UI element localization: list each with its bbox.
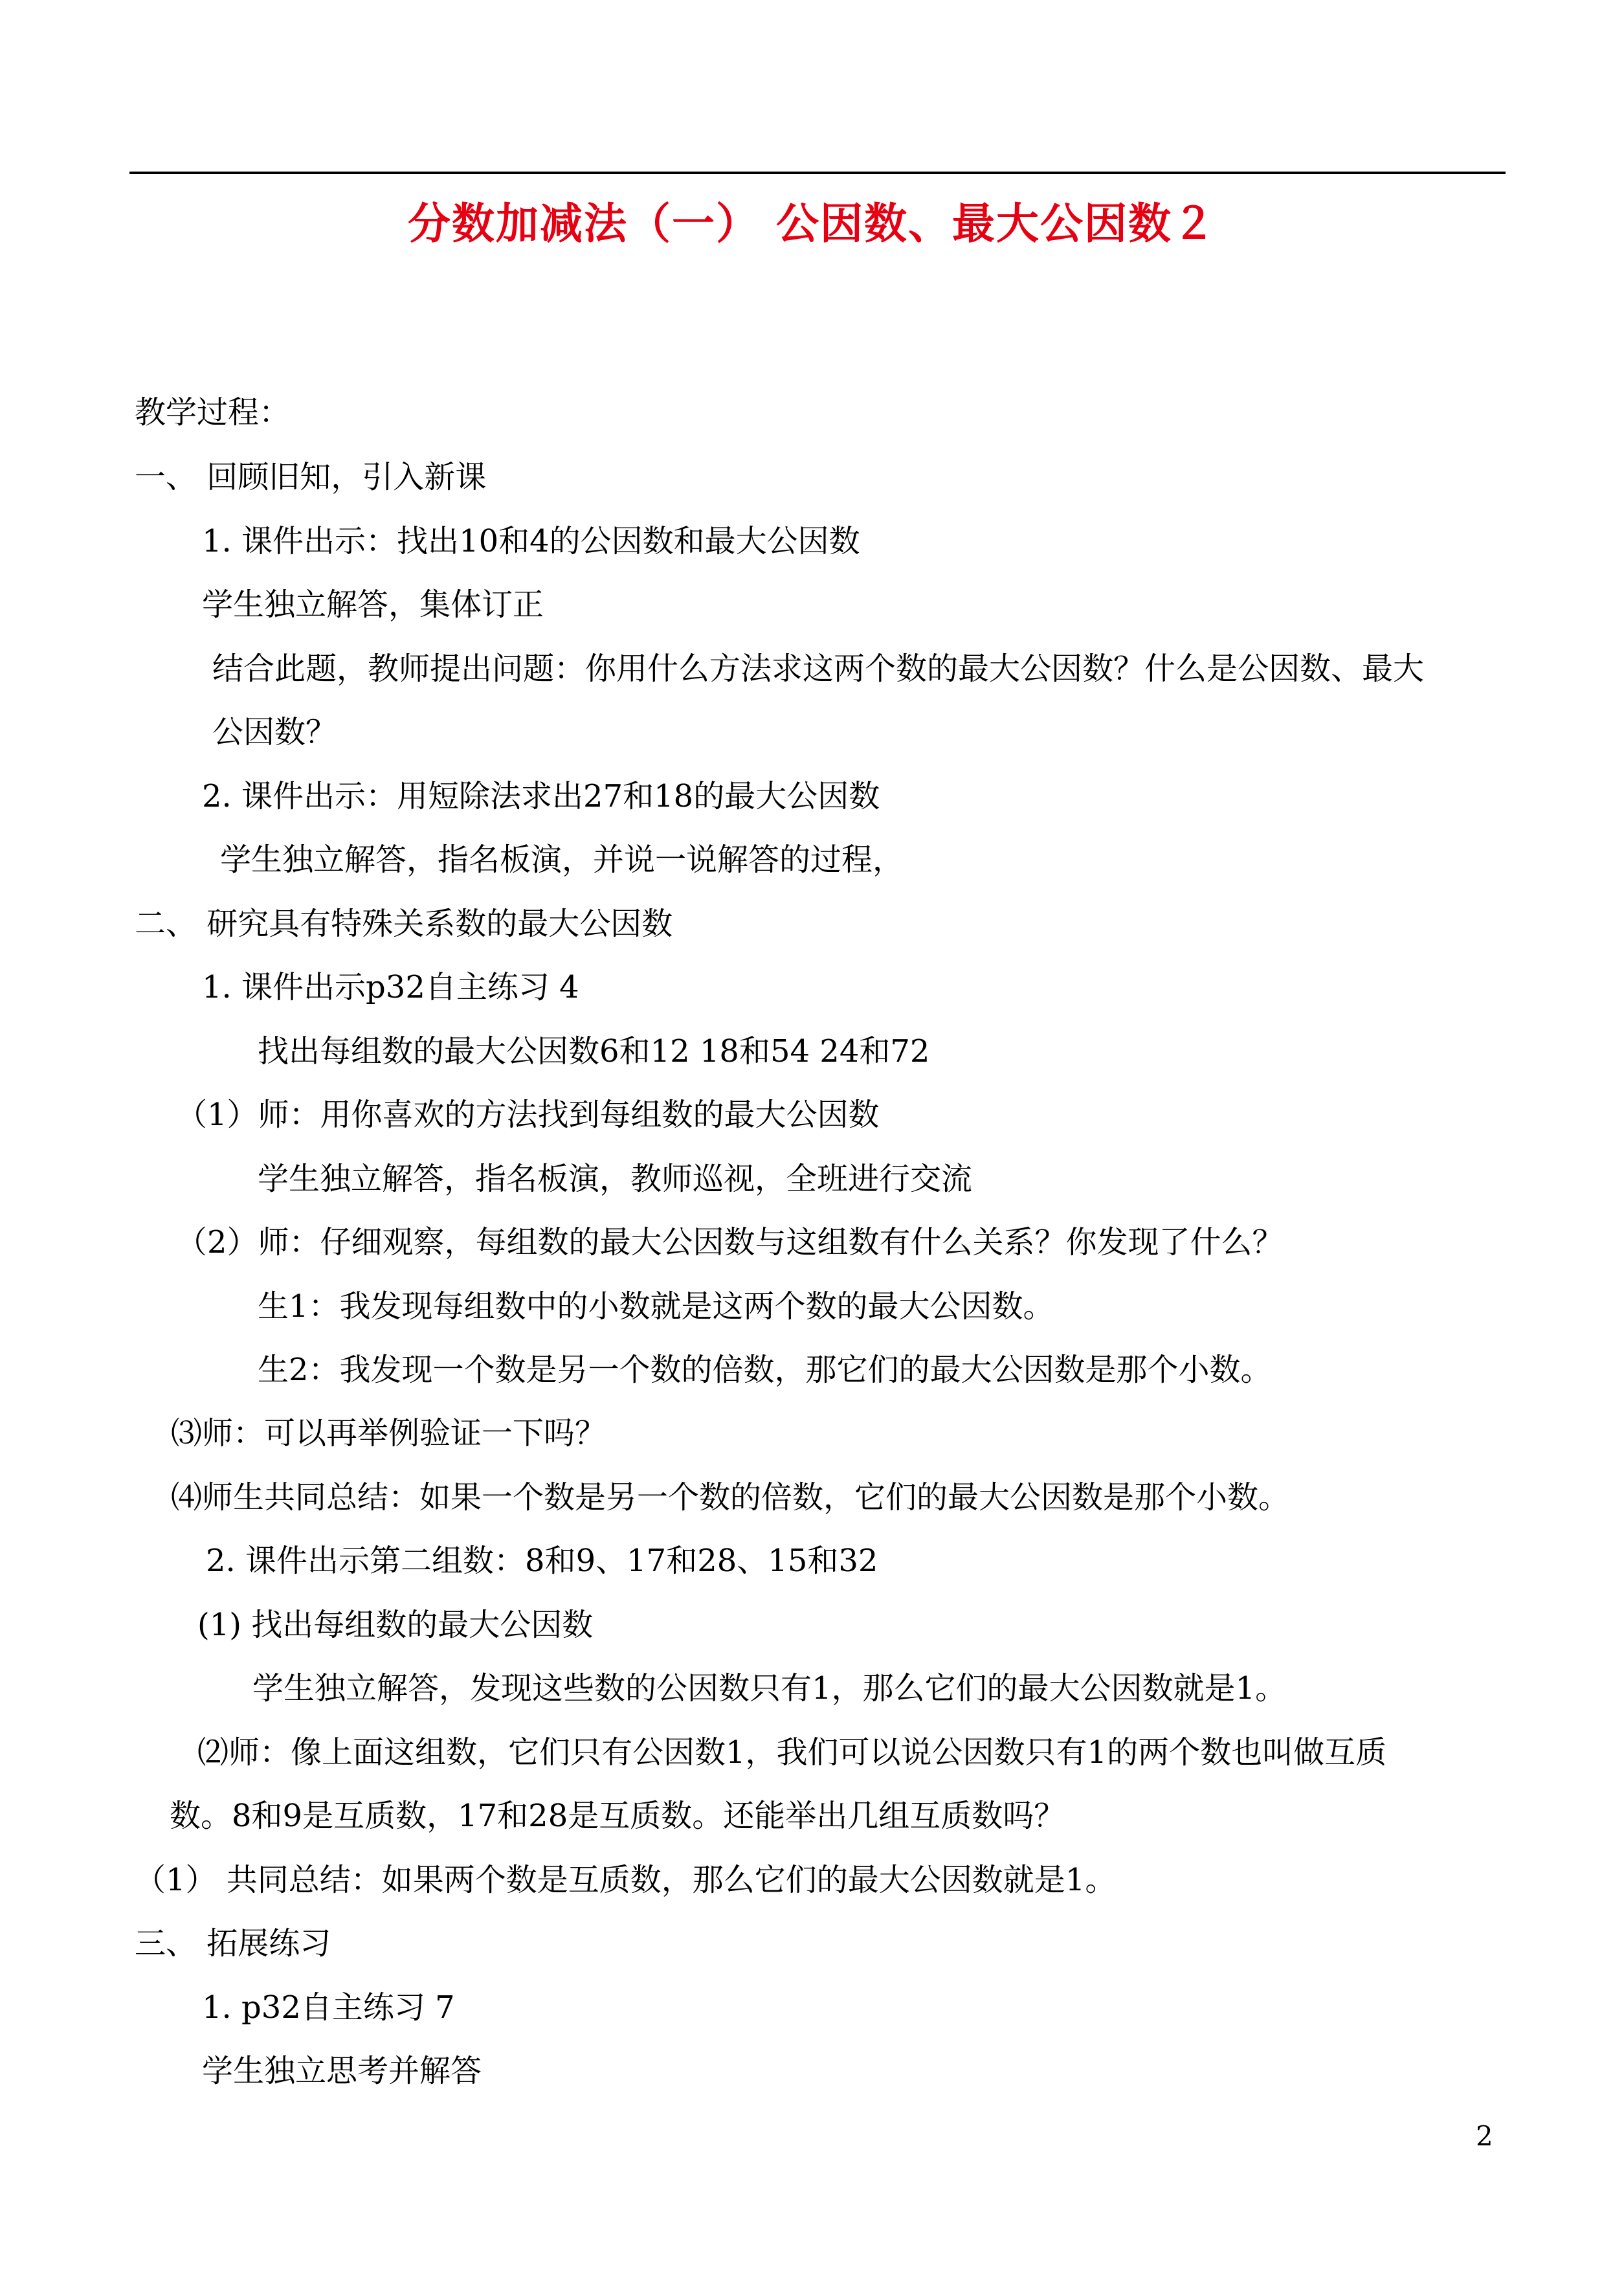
text-line: 生2：我发现一个数是另一个数的倍数，那它们的最大公因数是那个小数。 [258,1352,1272,1388]
text-line: （2）师：仔细观察，每组数的最大公因数与这组数有什么关系？你发现了什么？ [176,1224,1284,1260]
text-line: 学生独立解答，指名板演，教师巡视，全班进行交流 [258,1161,973,1197]
text-line: （1） 共同总结：如果两个数是互质数，那么它们的最大公因数就是1。 [135,1862,1117,1898]
text-line: 学生独立解答，指名板演，并说一说解答的过程， [220,842,904,878]
text-line: 结合此题，教师提出问题：你用什么方法求这两个数的最大公因数？什么是公因数、最大 [212,651,1425,687]
page-title: 分数加减法（一） 公因数、最大公因数２ [408,198,1216,249]
section-heading: 二、 研究具有特殊关系数的最大公因数 [135,906,673,942]
text-line: 1. p32自主练习 7 [202,1989,455,2026]
text-line: ⑵师：像上面这组数，它们只有公因数1，我们可以说公因数只有1的两个数也叫做互质 [197,1734,1387,1771]
text-line: 学生独立解答，集体订正 [202,587,544,623]
text-line: ⑶师：可以再举例验证一下吗？ [171,1415,606,1451]
text-line: ⑷师生共同总结：如果一个数是另一个数的倍数，它们的最大公因数是那个小数。 [171,1479,1290,1516]
text-line: 学生独立解答，发现这些数的公因数只有1，那么它们的最大公因数就是1。 [252,1670,1287,1706]
text-line: 学生独立思考并解答 [202,2053,482,2089]
text-line: （1）师：用你喜欢的方法找到每组数的最大公因数 [176,1097,880,1133]
text-line: 1. 课件出示p32自主练习 4 [202,969,579,1005]
text-line: 生1：我发现每组数中的小数就是这两个数的最大公因数。 [258,1288,1054,1325]
text-line: 2. 课件出示：用短除法求出27和18的最大公因数 [202,778,880,814]
section-heading: 一、 回顾旧知，引入新课 [135,459,487,495]
text-line: 教学过程： [135,394,291,431]
section-heading: 三、 拓展练习 [135,1925,331,1962]
header-rule [129,172,1506,174]
page-number: 2 [1476,2120,1493,2152]
text-line: 2. 课件出示第二组数：8和9、17和28、15和32 [206,1543,878,1579]
text-line: 1. 课件出示：找出10和4的公因数和最大公因数 [202,523,860,559]
text-line: 找出每组数的最大公因数6和12 18和54 24和72 [258,1033,930,1069]
text-line: (1) 找出每组数的最大公因数 [197,1607,594,1643]
text-line: 公因数？ [212,714,337,750]
text-line: 数。8和9是互质数，17和28是互质数。还能举出几组互质数吗？ [170,1798,1065,1834]
